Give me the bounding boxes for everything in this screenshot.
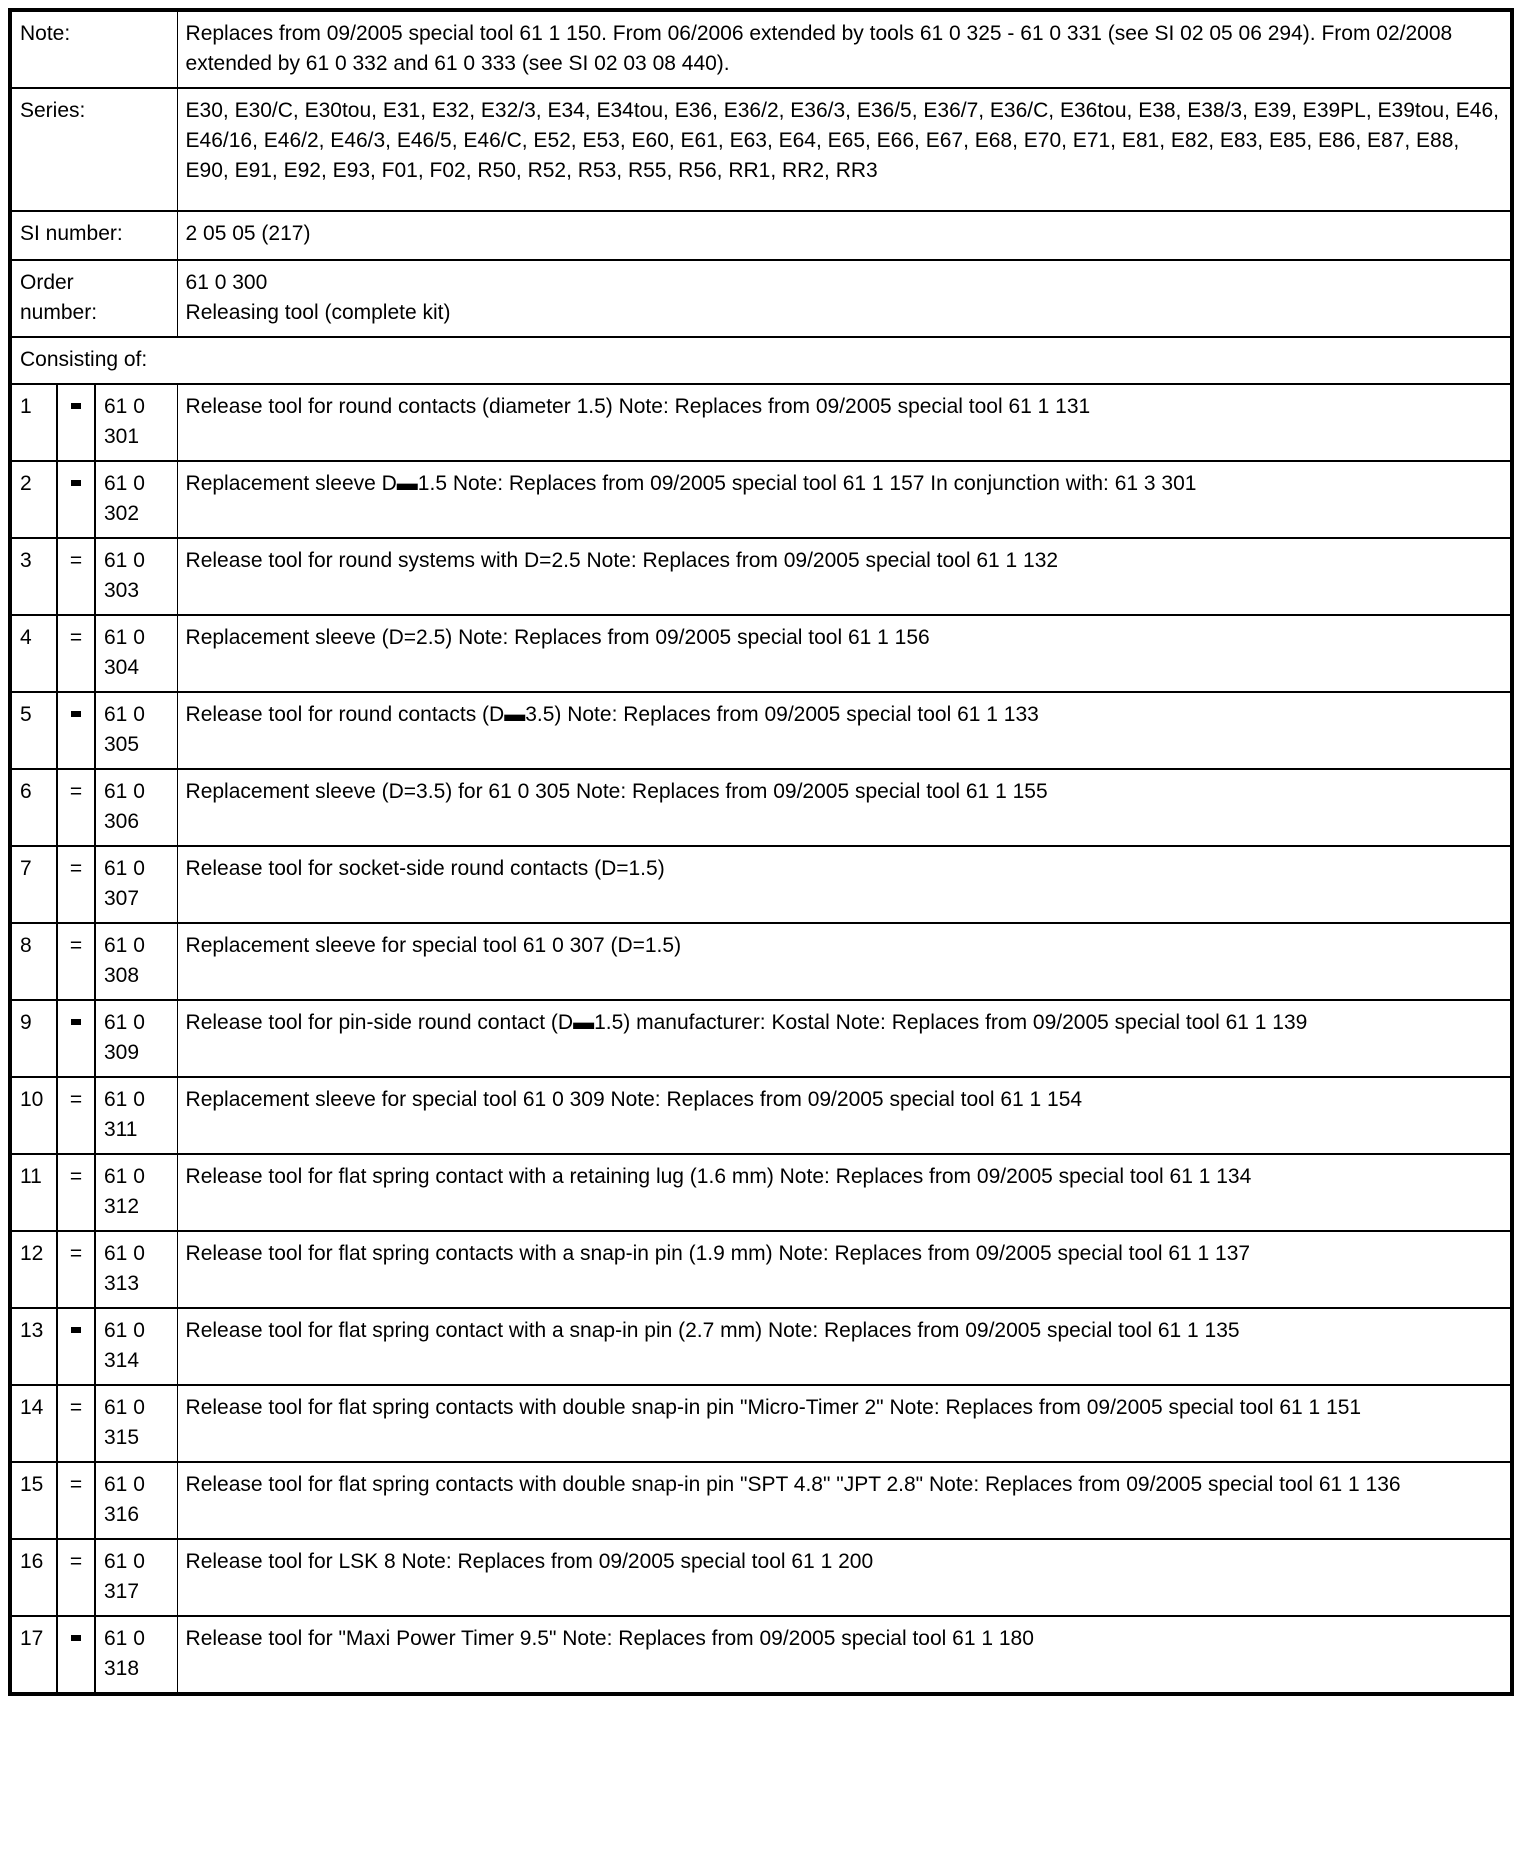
series-row — [10, 88, 1512, 211]
item-description: Release tool for flat spring contact with a retaining lug (1.6 mm) Note: Replaces from 09/2005 special tool 61 1 134 — [177, 1154, 1512, 1231]
part-number — [95, 1385, 177, 1462]
table-row — [10, 769, 1512, 846]
item-number: 13 — [10, 1308, 57, 1385]
part-number — [95, 1462, 177, 1539]
item-number: 15 — [10, 1462, 57, 1539]
quantity-mark — [57, 846, 95, 923]
item-number: 9 — [10, 1000, 57, 1077]
special-tool-document — [8, 8, 1514, 1696]
square-mark-icon — [71, 403, 81, 409]
quantity-mark — [57, 538, 95, 615]
part-number-prefix: 61 0 — [104, 1627, 145, 1650]
table-row — [10, 923, 1512, 1000]
part-number-prefix: 61 0 — [104, 1011, 145, 1034]
part-number-prefix: 61 0 — [104, 1473, 145, 1496]
part-number-suffix: 311 — [104, 1118, 138, 1141]
equals-mark: = — [69, 1396, 83, 1419]
equals-mark: = — [69, 1088, 83, 1111]
note-value: Replaces from 09/2005 special tool 61 1 150. From 06/2006 extended by tools 61 0 325 - 61 0 331 (see SI 02 05 06 294). From 02/2008 extended by 61 0 332 and 61 0 333 (see SI 02 03 08 440). — [177, 10, 1512, 88]
part-number-suffix: 314 — [104, 1349, 140, 1372]
quantity-mark — [57, 1462, 95, 1539]
item-number: 17 — [10, 1616, 57, 1694]
square-mark-icon — [71, 711, 81, 717]
table-row — [10, 1462, 1512, 1539]
table-row — [10, 1231, 1512, 1308]
part-number-prefix: 61 0 — [104, 1088, 145, 1111]
item-description: Replacement sleeve for special tool 61 0 309 Note: Replaces from 09/2005 special tool 61 1 154 — [177, 1077, 1512, 1154]
item-description: Release tool for "Maxi Power Timer 9.5" Note: Replaces from 09/2005 special tool 61 1 180 — [177, 1616, 1512, 1694]
part-number — [95, 1154, 177, 1231]
item-description: Release tool for LSK 8 Note: Replaces from 09/2005 special tool 61 1 200 — [177, 1539, 1512, 1616]
part-number — [95, 846, 177, 923]
part-number-suffix: 318 — [104, 1657, 140, 1680]
item-description: Release tool for round contacts (diameter 1.5) Note: Replaces from 09/2005 special tool 61 1 131 — [177, 384, 1512, 461]
part-number-suffix: 301 — [104, 425, 140, 448]
quantity-mark — [57, 923, 95, 1000]
item-number: 3 — [10, 538, 57, 615]
order-number-part: 61 0 300 — [185, 271, 268, 294]
table-row — [10, 1077, 1512, 1154]
quantity-mark — [57, 461, 95, 538]
item-number: 1 — [10, 384, 57, 461]
item-number: 14 — [10, 1385, 57, 1462]
si-number-value: 2 05 05 (217) — [177, 211, 1512, 260]
quantity-mark — [57, 1308, 95, 1385]
item-number: 16 — [10, 1539, 57, 1616]
part-number — [95, 615, 177, 692]
series-label: Series: — [10, 88, 177, 211]
part-number-suffix: 304 — [104, 656, 140, 679]
part-number — [95, 1077, 177, 1154]
part-number — [95, 1539, 177, 1616]
quantity-mark — [57, 384, 95, 461]
equals-mark: = — [69, 780, 83, 803]
quantity-mark — [57, 1077, 95, 1154]
order-number-value — [177, 260, 1512, 337]
part-number-prefix: 61 0 — [104, 703, 145, 726]
equals-mark: = — [69, 1165, 83, 1188]
part-number — [95, 1616, 177, 1694]
series-value: E30, E30/C, E30tou, E31, E32, E32/3, E34, E34tou, E36, E36/2, E36/3, E36/5, E36/7, E36/C, E36tou, E38, E38/3, E39, E39PL, E39tou, E46, E46/16, E46/2, E46/3, E46/5, E46/C, E52, E53, E60, E61, E63, E64, E65, E66, E67, E68, E70, E71, E81, E82, E83, E85, E86, E87, E88, E90, E91, E92, E93, F01, F02, R50, R52, R53, R55, R56, RR1, RR2, RR3 — [177, 88, 1512, 211]
part-number-prefix: 61 0 — [104, 626, 145, 649]
special-tool-table — [8, 8, 1514, 1696]
consisting-of-label: Consisting of: — [10, 337, 1512, 384]
table-row — [10, 1616, 1512, 1694]
quantity-mark — [57, 1539, 95, 1616]
part-number — [95, 769, 177, 846]
part-number-prefix: 61 0 — [104, 1242, 145, 1265]
table-row — [10, 1308, 1512, 1385]
square-mark-icon — [71, 1019, 81, 1025]
equals-mark: = — [69, 857, 83, 880]
quantity-mark — [57, 1385, 95, 1462]
item-description: Release tool for round systems with D=2.5 Note: Replaces from 09/2005 special tool 61 1 132 — [177, 538, 1512, 615]
part-number-suffix: 313 — [104, 1272, 140, 1295]
part-number — [95, 692, 177, 769]
equals-mark: = — [69, 626, 83, 649]
table-row — [10, 692, 1512, 769]
part-number-suffix: 307 — [104, 887, 140, 910]
table-row — [10, 846, 1512, 923]
quantity-mark — [57, 1154, 95, 1231]
part-number — [95, 461, 177, 538]
part-number — [95, 1308, 177, 1385]
part-number-prefix: 61 0 — [104, 549, 145, 572]
part-number-prefix: 61 0 — [104, 472, 145, 495]
item-description: Release tool for flat spring contact with a snap-in pin (2.7 mm) Note: Replaces from 09/2005 special tool 61 1 135 — [177, 1308, 1512, 1385]
order-number-label: Order number: — [10, 260, 177, 337]
part-number-suffix: 305 — [104, 733, 140, 756]
item-description: Release tool for socket-side round contacts (D=1.5) — [177, 846, 1512, 923]
part-number-prefix: 61 0 — [104, 1396, 145, 1419]
quantity-mark — [57, 769, 95, 846]
part-number — [95, 384, 177, 461]
item-description: Release tool for pin-side round contact (D▬1.5) manufacturer: Kostal Note: Replaces from 09/2005 special tool 61 1 139 — [177, 1000, 1512, 1077]
part-number — [95, 1000, 177, 1077]
part-number-suffix: 315 — [104, 1426, 140, 1449]
item-description: Release tool for round contacts (D▬3.5) Note: Replaces from 09/2005 special tool 61 1 133 — [177, 692, 1512, 769]
item-number: 8 — [10, 923, 57, 1000]
item-description: Release tool for flat spring contacts with double snap-in pin "SPT 4.8" "JPT 2.8" Note: Replaces from 09/2005 special tool 61 1 136 — [177, 1462, 1512, 1539]
order-number-description: Releasing tool (complete kit) — [185, 301, 451, 324]
table-row — [10, 461, 1512, 538]
part-number — [95, 1231, 177, 1308]
item-number: 11 — [10, 1154, 57, 1231]
part-number — [95, 923, 177, 1000]
part-number-prefix: 61 0 — [104, 1550, 145, 1573]
part-number-prefix: 61 0 — [104, 780, 145, 803]
item-description: Release tool for flat spring contacts with a snap-in pin (1.9 mm) Note: Replaces from 09/2005 special tool 61 1 137 — [177, 1231, 1512, 1308]
quantity-mark — [57, 1231, 95, 1308]
equals-mark: = — [69, 549, 83, 572]
item-description: Replacement sleeve (D=3.5) for 61 0 305 Note: Replaces from 09/2005 special tool 61 1 155 — [177, 769, 1512, 846]
item-description: Replacement sleeve for special tool 61 0 307 (D=1.5) — [177, 923, 1512, 1000]
table-row — [10, 1385, 1512, 1462]
square-mark-icon — [71, 1327, 81, 1333]
order-number-row — [10, 260, 1512, 337]
item-number: 12 — [10, 1231, 57, 1308]
si-number-label: SI number: — [10, 211, 177, 260]
item-number: 4 — [10, 615, 57, 692]
table-row — [10, 615, 1512, 692]
note-row — [10, 10, 1512, 88]
note-label: Note: — [10, 10, 177, 88]
part-number-prefix: 61 0 — [104, 934, 145, 957]
consisting-of-row — [10, 337, 1512, 384]
part-number-prefix: 61 0 — [104, 395, 145, 418]
square-mark-icon — [71, 480, 81, 486]
si-number-row — [10, 211, 1512, 260]
item-number: 10 — [10, 1077, 57, 1154]
equals-mark: = — [69, 934, 83, 957]
part-number-prefix: 61 0 — [104, 1319, 145, 1342]
table-row — [10, 384, 1512, 461]
item-description: Replacement sleeve (D=2.5) Note: Replaces from 09/2005 special tool 61 1 156 — [177, 615, 1512, 692]
part-number-prefix: 61 0 — [104, 1165, 145, 1188]
item-number: 2 — [10, 461, 57, 538]
item-description: Release tool for flat spring contacts with double snap-in pin "Micro-Timer 2" Note: Replaces from 09/2005 special tool 61 1 151 — [177, 1385, 1512, 1462]
quantity-mark — [57, 1616, 95, 1694]
part-number-suffix: 309 — [104, 1041, 140, 1064]
item-number: 7 — [10, 846, 57, 923]
part-number-suffix: 316 — [104, 1503, 140, 1526]
part-number-suffix: 308 — [104, 964, 140, 987]
part-number — [95, 538, 177, 615]
part-number-suffix: 303 — [104, 579, 140, 602]
equals-mark: = — [69, 1473, 83, 1496]
table-row — [10, 1539, 1512, 1616]
equals-mark: = — [69, 1242, 83, 1265]
part-number-suffix: 312 — [104, 1195, 140, 1218]
item-number: 6 — [10, 769, 57, 846]
equals-mark: = — [69, 1550, 83, 1573]
part-number-suffix: 302 — [104, 502, 140, 525]
quantity-mark — [57, 692, 95, 769]
quantity-mark — [57, 1000, 95, 1077]
table-row — [10, 1000, 1512, 1077]
part-number-suffix: 306 — [104, 810, 140, 833]
square-mark-icon — [71, 1635, 81, 1641]
item-description: Replacement sleeve D▬1.5 Note: Replaces from 09/2005 special tool 61 1 157 In conjunction with: 61 3 301 — [177, 461, 1512, 538]
part-number-suffix: 317 — [104, 1580, 140, 1603]
table-row — [10, 538, 1512, 615]
item-number: 5 — [10, 692, 57, 769]
part-number-prefix: 61 0 — [104, 857, 145, 880]
quantity-mark — [57, 615, 95, 692]
table-row — [10, 1154, 1512, 1231]
